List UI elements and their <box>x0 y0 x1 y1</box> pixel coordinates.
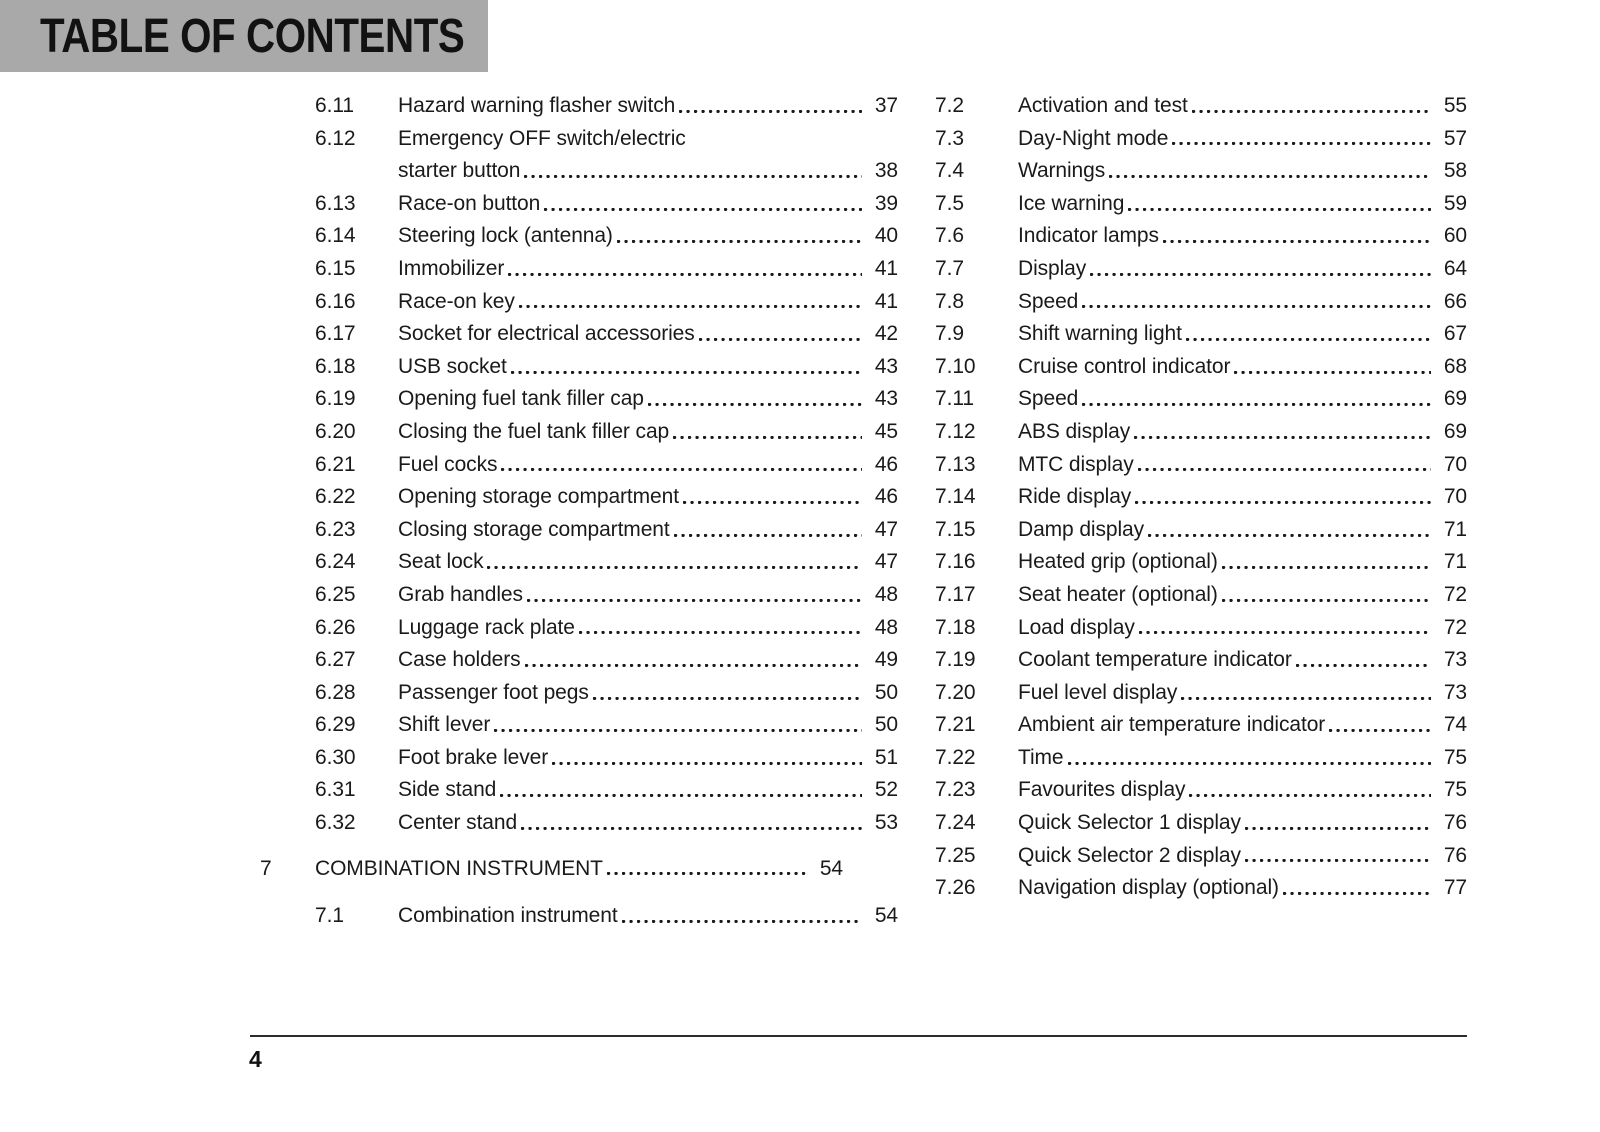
toc-entry-page: 76 <box>1443 811 1467 835</box>
dot-leader <box>511 351 862 374</box>
toc-entry-title: Activation and test <box>1018 94 1188 117</box>
toc-entry <box>935 644 1467 677</box>
toc-entry-number: 6.29 <box>315 713 356 737</box>
toc-entry <box>935 286 1467 319</box>
toc-entry-number: 7.16 <box>935 550 976 574</box>
dot-leader <box>1222 546 1431 569</box>
dot-leader <box>1192 90 1431 113</box>
toc-entry-number: 7.12 <box>935 419 976 443</box>
toc-entry-page: 45 <box>874 419 898 443</box>
toc-entry <box>935 351 1467 384</box>
toc-entry <box>260 742 898 775</box>
dot-leader <box>593 677 862 700</box>
toc-entry-page: 41 <box>874 289 898 313</box>
toc-entry-title: Time <box>1018 745 1064 769</box>
toc-entry-number: 6.25 <box>315 582 356 606</box>
toc-right-column <box>935 90 1467 905</box>
toc-entry-page: 69 <box>1443 387 1467 411</box>
toc-entry-page: 52 <box>874 778 898 802</box>
toc-entry-number: 7.19 <box>935 648 976 672</box>
toc-entry-title: Indicator lamps <box>1018 224 1159 248</box>
toc-entry-title: USB socket <box>398 354 507 378</box>
toc-entry-number: 7.4 <box>935 159 964 183</box>
toc-entry-title: Coolant temperature indicator <box>1018 648 1292 672</box>
toc-entry <box>935 481 1467 514</box>
toc-entry <box>935 188 1467 221</box>
toc-entry-number: 7.17 <box>935 582 976 606</box>
toc-entry-page: 43 <box>874 354 898 378</box>
toc-entry <box>935 514 1467 547</box>
toc-entry-page: 71 <box>1443 550 1467 574</box>
dot-leader <box>500 774 862 797</box>
toc-entry <box>935 872 1467 905</box>
dot-leader <box>544 188 862 211</box>
toc-entry-page: 59 <box>1443 191 1467 215</box>
toc-entry-title: Closing storage compartment <box>398 517 670 541</box>
toc-entry-page: 71 <box>1443 517 1467 541</box>
toc-entry-number: 6.32 <box>315 811 356 835</box>
toc-entry-number: 6.15 <box>315 256 356 280</box>
toc-entry-title: starter button <box>398 159 521 183</box>
page-number: 4 <box>249 1046 262 1072</box>
toc-entry-title: Speed <box>1018 387 1079 411</box>
dot-leader <box>501 449 862 472</box>
footer-divider <box>250 1035 1467 1037</box>
toc-entry-title: Quick Selector 1 display <box>1018 811 1241 835</box>
header-band <box>0 0 488 72</box>
toc-entry <box>935 383 1467 416</box>
toc-entry <box>260 416 898 449</box>
dot-leader <box>1082 286 1431 309</box>
toc-entry-number: 7.21 <box>935 713 976 737</box>
toc-entry <box>935 155 1467 188</box>
toc-entry-page: 64 <box>1443 256 1467 280</box>
toc-entry-page: 43 <box>874 387 898 411</box>
toc-entry-title: Steering lock (antenna) <box>398 224 613 248</box>
toc-entry-page: 57 <box>1443 126 1467 150</box>
dot-leader <box>1172 123 1431 146</box>
toc-entry-title: Grab handles <box>398 582 523 606</box>
toc-entry-title: Favourites display <box>1018 778 1186 802</box>
dot-leader <box>1135 481 1431 504</box>
toc-entry-number: 7.7 <box>935 256 964 280</box>
toc-entry <box>260 709 898 742</box>
toc-entry-page: 58 <box>1443 159 1467 183</box>
toc-entry-title: Immobilizer <box>398 256 505 280</box>
toc-entry-title: Shift lever <box>398 713 491 737</box>
toc-entry-number: 6.31 <box>315 778 356 802</box>
dot-leader <box>1138 449 1431 472</box>
dot-leader <box>1082 383 1431 406</box>
toc-entry-page: 73 <box>1443 680 1467 704</box>
toc-entry-title: Emergency OFF switch/electric <box>398 126 686 150</box>
toc-entry-title: Combination instrument <box>398 904 618 928</box>
dot-leader <box>648 383 862 406</box>
toc-entry-number: 6.21 <box>315 452 356 476</box>
toc-entry-title: Ice warning <box>1018 191 1125 215</box>
toc-entry-page: 70 <box>1443 485 1467 509</box>
dot-leader <box>1134 416 1431 439</box>
toc-entry-number: 6.28 <box>315 680 356 704</box>
dot-leader <box>607 853 807 876</box>
toc-entry-number: 7.11 <box>935 387 974 411</box>
toc-entry-number: 7.10 <box>935 354 976 378</box>
toc-entry-number: 7.6 <box>935 224 964 248</box>
toc-entry-title: Case holders <box>398 648 521 672</box>
toc-entry-page: 46 <box>874 485 898 509</box>
toc-entry-page: 47 <box>874 517 898 541</box>
toc-entry-title: Ride display <box>1018 485 1132 509</box>
toc-entry <box>260 579 898 612</box>
toc-entry-title: Damp display <box>1018 517 1145 541</box>
dot-leader <box>1245 840 1431 863</box>
toc-entry-number: 7.1 <box>315 904 344 928</box>
toc-entry-page: 50 <box>874 680 898 704</box>
toc-entry <box>260 677 898 710</box>
toc-entry-number: 7.2 <box>935 94 964 117</box>
toc-chapter-entry <box>260 853 843 886</box>
toc-entry-page: 46 <box>874 452 898 476</box>
toc-entry-number: 7.8 <box>935 289 964 313</box>
dot-leader <box>1189 774 1431 797</box>
toc-entry <box>260 900 898 933</box>
toc-entry-title: Race-on button <box>398 191 541 215</box>
toc-entry-title: Shift warning light <box>1018 322 1182 346</box>
dot-leader <box>1181 677 1431 700</box>
toc-entry-number: 6.27 <box>315 648 356 672</box>
toc-entry-number: 7.15 <box>935 517 976 541</box>
toc-entry-number: 6.20 <box>315 419 356 443</box>
toc-entry-number: 7.18 <box>935 615 976 639</box>
toc-entry <box>260 612 898 645</box>
dot-leader <box>1329 709 1431 732</box>
toc-entry-number: 6.14 <box>315 224 356 248</box>
toc-entry-page: 77 <box>1443 876 1467 900</box>
dot-leader <box>622 900 862 923</box>
toc-entry-page: 66 <box>1443 289 1467 313</box>
dot-leader <box>674 514 862 537</box>
toc-entry <box>935 612 1467 645</box>
dot-leader <box>1128 188 1431 211</box>
dot-leader <box>673 416 862 439</box>
toc-entry <box>935 774 1467 807</box>
dot-leader <box>494 709 862 732</box>
toc-entry <box>935 579 1467 612</box>
toc-entry-number: 6.30 <box>315 745 356 769</box>
dot-leader <box>1296 644 1431 667</box>
toc-entry-title: ABS display <box>1018 419 1131 443</box>
toc-entry-title: Side stand <box>398 778 497 802</box>
toc-entry-page: 49 <box>874 648 898 672</box>
page-title: TABLE OF CONTENTS <box>40 9 465 63</box>
toc-entry-title: Fuel level display <box>1018 680 1178 704</box>
toc-entry-title: Fuel cocks <box>398 452 498 476</box>
toc-entry <box>260 774 898 807</box>
toc-entry-title: Center stand <box>398 811 518 835</box>
toc-entry-title: Hazard warning flasher switch <box>398 94 676 117</box>
toc-entry-title: Load display <box>1018 615 1135 639</box>
toc-entry-number: 7.14 <box>935 485 976 509</box>
toc-entry-page: 41 <box>874 256 898 280</box>
toc-entry-page: 73 <box>1443 648 1467 672</box>
toc-entry-page: 67 <box>1443 322 1467 346</box>
toc-entry-number: 7.26 <box>935 876 976 900</box>
toc-entry <box>935 123 1467 156</box>
toc-entry <box>260 351 898 384</box>
dot-leader <box>521 807 862 830</box>
toc-entry-number: 6.17 <box>315 322 356 346</box>
toc-entry <box>935 416 1467 449</box>
dot-leader <box>1222 579 1431 602</box>
dot-leader <box>552 742 862 765</box>
toc-entry <box>935 807 1467 840</box>
toc-entry-title: Seat lock <box>398 550 484 574</box>
toc-entry-title: Socket for electrical accessories <box>398 322 695 346</box>
toc-entry <box>935 318 1467 351</box>
toc-entry-page: 76 <box>1443 843 1467 867</box>
toc-left-column <box>260 90 898 933</box>
toc-entry <box>260 286 898 319</box>
toc-entry <box>260 383 898 416</box>
dot-leader <box>1163 220 1431 243</box>
toc-entry-page: 54 <box>819 856 843 880</box>
toc-entry <box>260 807 898 840</box>
toc-entry-number: 7.3 <box>935 126 964 150</box>
toc-entry-page: 50 <box>874 713 898 737</box>
toc-entry-number: 6.24 <box>315 550 356 574</box>
toc-entry <box>260 481 898 514</box>
toc-entry <box>260 318 898 351</box>
toc-entry-page: 37 <box>874 94 898 117</box>
dot-leader <box>525 644 862 667</box>
toc-entry-number: 6.13 <box>315 191 356 215</box>
toc-entry-title: Foot brake lever <box>398 745 549 769</box>
toc-entry-page: 60 <box>1443 224 1467 248</box>
toc-entry-page: 39 <box>874 191 898 215</box>
toc-entry-page: 42 <box>874 322 898 346</box>
toc-entry-title: Heated grip (optional) <box>1018 550 1218 574</box>
toc-entry-page: 47 <box>874 550 898 574</box>
toc-entry-number: 6.22 <box>315 485 356 509</box>
dot-leader <box>579 612 862 635</box>
toc-entry-number: 7.25 <box>935 843 976 867</box>
toc-entry <box>935 546 1467 579</box>
toc-entry <box>935 253 1467 286</box>
toc-entry-number: 7.22 <box>935 745 976 769</box>
toc-entry-page: 55 <box>1443 94 1467 117</box>
toc-entry-number: 7.23 <box>935 778 976 802</box>
toc-entry-title: Closing the fuel tank filler cap <box>398 419 670 443</box>
toc-entry-title: Warnings <box>1018 159 1106 183</box>
toc-entry-number: 7.5 <box>935 191 964 215</box>
toc-entry-number: 7 <box>260 856 272 880</box>
dot-leader <box>617 220 862 243</box>
toc-entry-page: 40 <box>874 224 898 248</box>
toc-entry-number: 6.12 <box>315 126 356 150</box>
toc-entry-page: 54 <box>874 904 898 928</box>
toc-entry-page: 51 <box>874 745 898 769</box>
toc-entry-page: 69 <box>1443 419 1467 443</box>
toc-entry-title: Ambient air temperature indicator <box>1018 713 1326 737</box>
toc-entry-title: Luggage rack plate <box>398 615 575 639</box>
toc-entry <box>935 709 1467 742</box>
toc-entry-page: 72 <box>1443 582 1467 606</box>
toc-entry <box>935 742 1467 775</box>
toc-entry-number: 7.24 <box>935 811 976 835</box>
toc-entry-title: Opening storage compartment <box>398 485 679 509</box>
dot-leader <box>1139 612 1431 635</box>
toc-entry-title: Passenger foot pegs <box>398 680 589 704</box>
toc-entry <box>260 644 898 677</box>
toc-entry-page: 74 <box>1443 713 1467 737</box>
toc-entry-title: Day-Night mode <box>1018 126 1169 150</box>
toc-entry-number: 6.11 <box>315 94 354 117</box>
toc-entry-title: Cruise control indicator <box>1018 354 1231 378</box>
toc-entry <box>260 220 898 253</box>
toc-entry-page: 38 <box>874 159 898 183</box>
toc-entry-page: 48 <box>874 582 898 606</box>
dot-leader <box>679 90 862 113</box>
toc-entry <box>260 546 898 579</box>
dot-leader <box>524 155 862 178</box>
toc-entry-page: 48 <box>874 615 898 639</box>
toc-entry-number: 7.13 <box>935 452 976 476</box>
toc-entry-page: 75 <box>1443 778 1467 802</box>
toc-entry-number: 6.19 <box>315 387 356 411</box>
dot-leader <box>683 481 862 504</box>
toc-entry <box>935 220 1467 253</box>
toc-entry <box>935 90 1467 123</box>
dot-leader <box>527 579 862 602</box>
dot-leader <box>1234 351 1431 374</box>
dot-leader <box>1186 318 1431 341</box>
toc-entry-number: 6.26 <box>315 615 356 639</box>
toc-entry <box>935 840 1467 873</box>
toc-entry-page: 75 <box>1443 745 1467 769</box>
toc-entry-title: Speed <box>1018 289 1079 313</box>
dot-leader <box>508 253 862 276</box>
toc-entry-title: Opening fuel tank filler cap <box>398 387 644 411</box>
dot-leader <box>519 286 862 309</box>
toc-entry-page: 72 <box>1443 615 1467 639</box>
toc-entry <box>935 677 1467 710</box>
toc-entry <box>260 90 898 123</box>
toc-entry-page: 68 <box>1443 354 1467 378</box>
toc-entry <box>260 449 898 482</box>
dot-leader <box>1090 253 1431 276</box>
toc-entry-number: 6.23 <box>315 517 356 541</box>
toc-entry-title: MTC display <box>1018 452 1134 476</box>
toc-entry <box>260 155 898 188</box>
toc-entry-page: 70 <box>1443 452 1467 476</box>
toc-entry-number: 7.9 <box>935 322 964 346</box>
toc-entry-title: Navigation display (optional) <box>1018 876 1279 900</box>
dot-leader <box>699 318 862 341</box>
toc-entry-number: 6.16 <box>315 289 356 313</box>
toc-entry-number: 6.18 <box>315 354 356 378</box>
toc-entry-title: Race-on key <box>398 289 515 313</box>
toc-entry-number: 7.20 <box>935 680 976 704</box>
toc-entry <box>260 123 898 156</box>
toc-entry <box>260 253 898 286</box>
toc-entry-title: Quick Selector 2 display <box>1018 843 1241 867</box>
toc-entry-title: COMBINATION INSTRUMENT <box>315 856 603 880</box>
dot-leader <box>1245 807 1431 830</box>
toc-entry <box>260 514 898 547</box>
dot-leader <box>1109 155 1431 178</box>
dot-leader <box>1148 514 1431 537</box>
toc-entry-title: Seat heater (optional) <box>1018 582 1218 606</box>
dot-leader <box>487 546 862 569</box>
toc-entry <box>935 449 1467 482</box>
toc-entry-title: Display <box>1018 256 1087 280</box>
toc-entry <box>260 188 898 221</box>
toc-entry-page: 53 <box>874 811 898 835</box>
dot-leader <box>1068 742 1432 765</box>
dot-leader <box>1283 872 1431 895</box>
